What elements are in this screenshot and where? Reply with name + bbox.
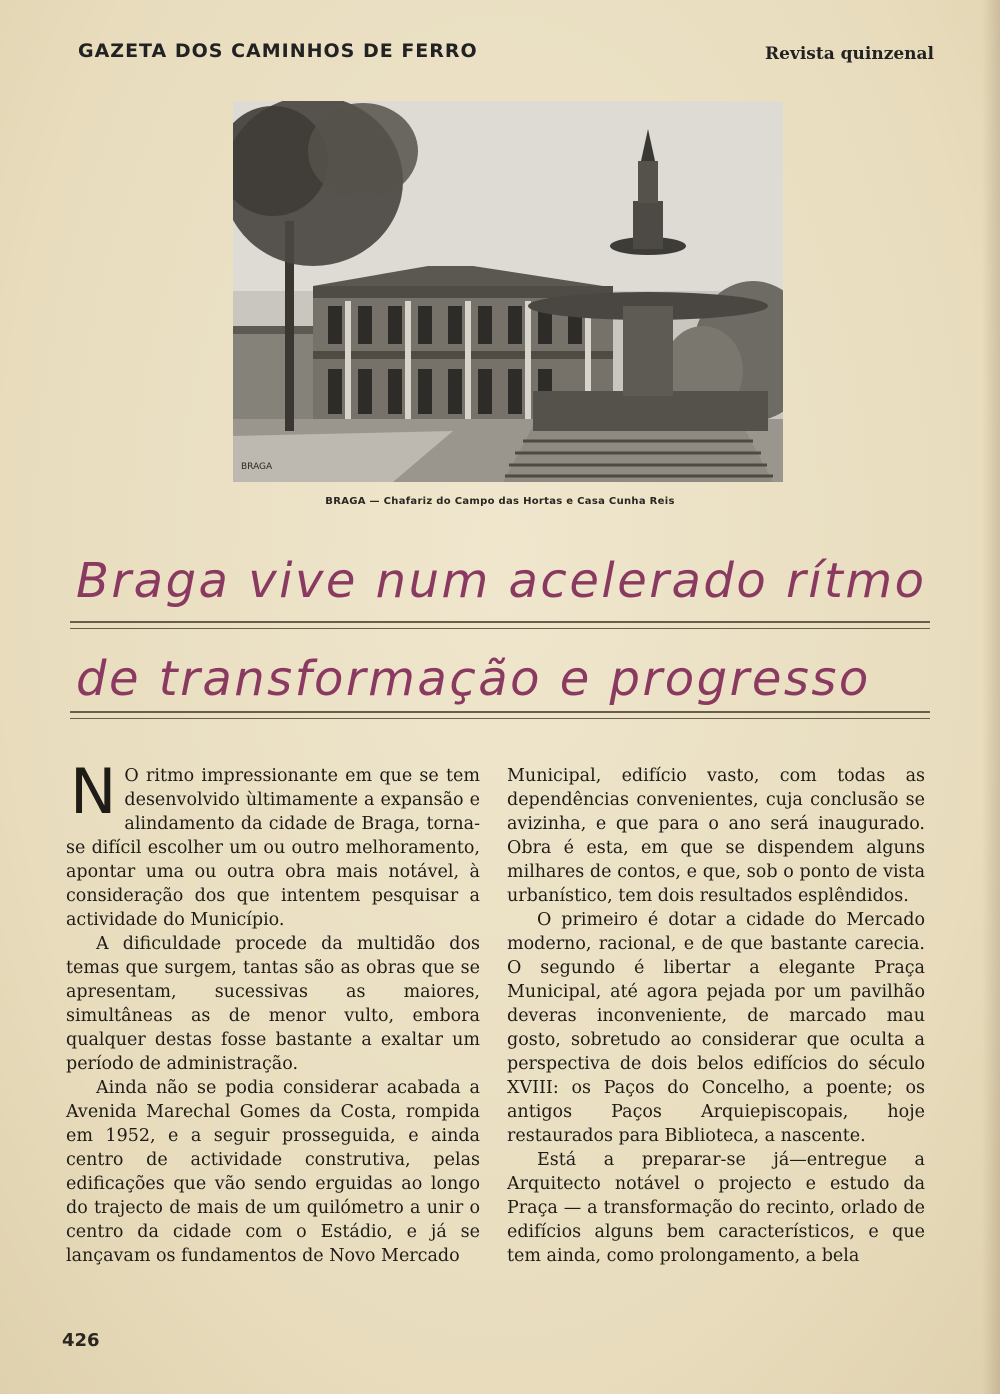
paragraph-1 <box>66 755 480 932</box>
page-number: 426 <box>62 1330 100 1351</box>
paragraph-2: A dificuldade procede da multidão dos temas que surgem, tantas são as obras que se apresentam, sucessivas as maiores, simultâneas as de menor vulto, embora qualquer destas fosse bastante a exaltar um período de administração. <box>66 934 480 1074</box>
headline-rule-1 <box>70 621 930 629</box>
paragraph-6: Está a preparar-se já—entregue a Arquitecto notável o projecto e estudo da Praça — a transformação do recinto, orlado de edifícios alguns bem característicos, e que tem ainda, como prolongamento, a bela <box>507 1150 925 1266</box>
headline-rule-2 <box>70 711 930 719</box>
headline-line-1: Braga vive num acelerado rítmo <box>76 553 927 609</box>
journal-title: GAZETA DOS CAMINHOS DE FERRO <box>78 40 478 62</box>
paragraph-5: O primeiro é dotar a cidade do Mercado moderno, racional, e de que bastante carecia. O segundo é libertar a elegante Praça Municipal, até agora pejada por um pavilhão deveras inconveniente, de marcado mau gosto, sobretudo ao considerar que oculta a perspectiva de dois belos edifícios do século XVIII: os Paços do Concelho, a poente; os antigos Paços Arquiepiscopais, hoje restaurados para Biblioteca, a nascente. <box>507 910 925 1146</box>
page-spine-shadow <box>982 0 1000 1394</box>
drop-cap: N <box>70 755 117 828</box>
photo-corner-mark: BRAGA <box>241 462 273 472</box>
paragraph-3: Ainda não se podia considerar acabada a Avenida Marechal Gomes da Costa, rompida em 1952, e a seguir prosseguida, e ainda centro de actividade construtiva, pelas edificações que vão sendo erguidas ao longo do trajecto de mais de um quilómetro a unir o centro da cidade com o Estádio, e já se lançavam os fundamentos de Novo Mercado <box>66 1078 480 1266</box>
paragraph-1-text: O ritmo impressionante em que se tem desenvolvido ùltimamente a expansão e alindamento da cidade de Braga, torna-se difícil escolher um ou outro melhoramento, apontar uma ou outra obra mais notável, à consideração dos que intentem pesquisar a actividade do Município. <box>66 766 480 930</box>
headline-line-2: de transformação e progresso <box>76 651 871 707</box>
photo-illustration <box>233 101 783 482</box>
photo-caption: BRAGA — Chafariz do Campo das Hortas e Casa Cunha Reis <box>325 496 675 507</box>
paragraph-4: Municipal, edifício vasto, com todas as dependências convenientes, cuja conclusão se avizinha, e que para o ano será inaugurado. Obra é esta, em que se dispendem alguns milhares de contos, e que, sob o ponto de vista urbanístico, tem dois resultados esplêndidos. <box>507 766 925 906</box>
journal-subtitle: Revista quinzenal <box>765 44 935 64</box>
article-column-2 <box>507 764 925 1268</box>
article-column-1 <box>66 755 480 1268</box>
braga-photo <box>233 101 783 482</box>
